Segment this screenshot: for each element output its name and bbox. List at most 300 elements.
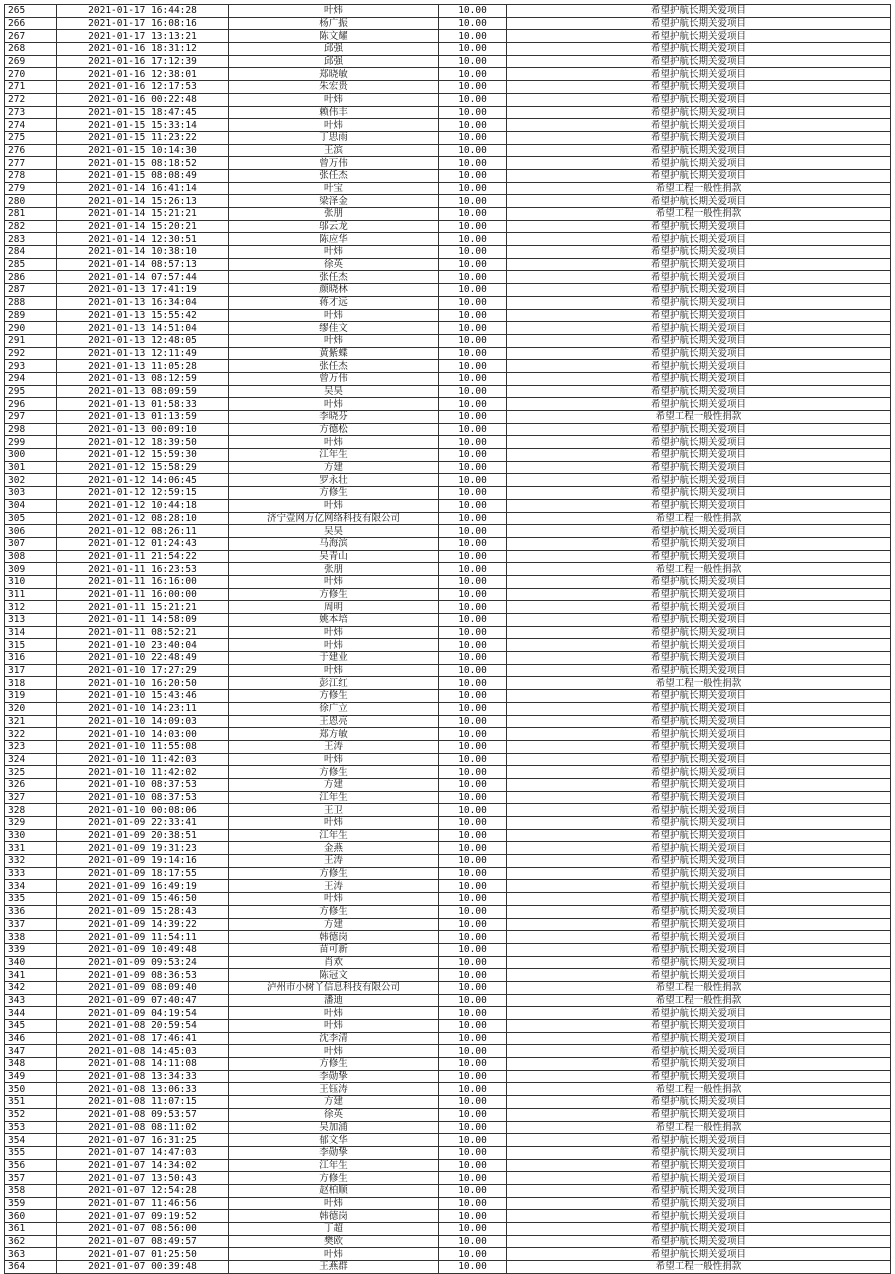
table-row [5,1134,891,1147]
donation-amount-cell: 10.00 [439,385,507,398]
row-number-cell: 285 [5,258,57,271]
project-name-cell: 希望护航长期关爱项目 [507,893,891,906]
donor-name-cell: 潘迪 [229,994,439,1007]
table-row [5,17,891,30]
table-row [5,702,891,715]
donation-time-cell: 2021-01-15 10:14:30 [57,144,229,157]
row-number-cell: 292 [5,347,57,360]
donation-amount-cell: 10.00 [439,563,507,576]
row-number-cell: 300 [5,449,57,462]
table-row [5,1223,891,1236]
project-name-cell: 希望护航长期关爱项目 [507,1146,891,1159]
donor-name-cell: 蒋才远 [229,296,439,309]
project-name-cell: 希望护航长期关爱项目 [507,1058,891,1071]
table-row [5,360,891,373]
row-number-cell: 357 [5,1172,57,1185]
donation-time-cell: 2021-01-09 22:33:41 [57,817,229,830]
table-row [5,119,891,132]
project-name-cell: 希望护航长期关爱项目 [507,829,891,842]
donation-time-cell: 2021-01-09 19:31:23 [57,842,229,855]
donor-name-cell: 缪佳文 [229,322,439,335]
donation-time-cell: 2021-01-11 08:52:21 [57,626,229,639]
table-row [5,981,891,994]
donor-name-cell: 丁超 [229,1223,439,1236]
donor-name-cell: 杨广振 [229,17,439,30]
donation-amount-cell: 10.00 [439,842,507,855]
donation-time-cell: 2021-01-12 18:39:50 [57,436,229,449]
donor-name-cell: 王涛 [229,740,439,753]
donation-amount-cell: 10.00 [439,1223,507,1236]
table-row [5,867,891,880]
table-row [5,512,891,525]
row-number-cell: 270 [5,68,57,81]
table-row [5,588,891,601]
table-row [5,1032,891,1045]
project-name-cell: 希望护航长期关爱项目 [507,1007,891,1020]
donation-time-cell: 2021-01-08 14:11:08 [57,1058,229,1071]
donor-name-cell: 叶炜 [229,1045,439,1058]
project-name-cell: 希望护航长期关爱项目 [507,905,891,918]
row-number-cell: 339 [5,943,57,956]
donation-time-cell: 2021-01-09 04:19:54 [57,1007,229,1020]
row-number-cell: 290 [5,322,57,335]
row-number-cell: 333 [5,867,57,880]
donation-amount-cell: 10.00 [439,829,507,842]
row-number-cell: 322 [5,728,57,741]
donation-amount-cell: 10.00 [439,626,507,639]
donation-time-cell: 2021-01-15 18:47:45 [57,106,229,119]
donation-time-cell: 2021-01-09 15:46:50 [57,893,229,906]
donor-name-cell: 吴昊 [229,385,439,398]
donation-time-cell: 2021-01-14 12:30:51 [57,233,229,246]
table-row [5,715,891,728]
table-row [5,626,891,639]
row-number-cell: 312 [5,601,57,614]
row-number-cell: 364 [5,1261,57,1274]
table-row [5,905,891,918]
donation-amount-cell: 10.00 [439,956,507,969]
project-name-cell: 希望护航长期关爱项目 [507,715,891,728]
table-row [5,652,891,665]
row-number-cell: 309 [5,563,57,576]
project-name-cell: 希望护航长期关爱项目 [507,1020,891,1033]
donation-time-cell: 2021-01-10 22:48:49 [57,652,229,665]
donor-name-cell: 王燕群 [229,1261,439,1274]
project-name-cell: 希望护航长期关爱项目 [507,423,891,436]
row-number-cell: 346 [5,1032,57,1045]
donation-time-cell: 2021-01-17 13:13:21 [57,30,229,43]
table-row [5,131,891,144]
project-name-cell: 希望护航长期关爱项目 [507,943,891,956]
donation-amount-cell: 10.00 [439,1210,507,1223]
donor-name-cell: 张任杰 [229,169,439,182]
table-row [5,855,891,868]
donor-name-cell: 方修生 [229,867,439,880]
project-name-cell: 希望护航长期关爱项目 [507,525,891,538]
donation-amount-cell: 10.00 [439,43,507,56]
project-name-cell: 希望工程一般性捐款 [507,1261,891,1274]
donation-amount-cell: 10.00 [439,931,507,944]
row-number-cell: 325 [5,766,57,779]
project-name-cell: 希望护航长期关爱项目 [507,1159,891,1172]
donor-name-cell: 方建 [229,918,439,931]
table-row [5,220,891,233]
donation-time-cell: 2021-01-10 14:09:03 [57,715,229,728]
donation-amount-cell: 10.00 [439,791,507,804]
project-name-cell: 希望工程一般性捐款 [507,677,891,690]
donor-name-cell: 方修生 [229,766,439,779]
donation-amount-cell: 10.00 [439,1083,507,1096]
project-name-cell: 希望护航长期关爱项目 [507,131,891,144]
donation-time-cell: 2021-01-09 10:49:48 [57,943,229,956]
project-name-cell: 希望护航长期关爱项目 [507,575,891,588]
donation-amount-cell: 10.00 [439,93,507,106]
project-name-cell: 希望护航长期关爱项目 [507,664,891,677]
donation-amount-cell: 10.00 [439,740,507,753]
donation-time-cell: 2021-01-13 17:41:19 [57,284,229,297]
project-name-cell: 希望护航长期关爱项目 [507,740,891,753]
donor-name-cell: 曾万伟 [229,372,439,385]
donation-table-body [5,5,891,1274]
row-number-cell: 271 [5,81,57,94]
donation-time-cell: 2021-01-07 12:54:28 [57,1184,229,1197]
table-row [5,169,891,182]
donation-time-cell: 2021-01-09 19:14:16 [57,855,229,868]
donor-name-cell: 叶炜 [229,119,439,132]
table-row [5,1058,891,1071]
table-row [5,347,891,360]
project-name-cell: 希望护航长期关爱项目 [507,1172,891,1185]
donation-time-cell: 2021-01-13 16:34:04 [57,296,229,309]
project-name-cell: 希望护航长期关爱项目 [507,791,891,804]
donor-name-cell: 徐英 [229,258,439,271]
donor-name-cell: 叶炜 [229,626,439,639]
row-number-cell: 326 [5,778,57,791]
donation-time-cell: 2021-01-14 15:20:21 [57,220,229,233]
row-number-cell: 311 [5,588,57,601]
donation-amount-cell: 10.00 [439,981,507,994]
row-number-cell: 337 [5,918,57,931]
donation-amount-cell: 10.00 [439,411,507,424]
table-row [5,1159,891,1172]
donation-amount-cell: 10.00 [439,1032,507,1045]
project-name-cell: 希望护航长期关爱项目 [507,93,891,106]
donor-name-cell: 叶炜 [229,499,439,512]
donation-time-cell: 2021-01-09 08:09:40 [57,981,229,994]
project-name-cell: 希望护航长期关爱项目 [507,119,891,132]
row-number-cell: 344 [5,1007,57,1020]
donation-time-cell: 2021-01-14 08:57:13 [57,258,229,271]
donation-time-cell: 2021-01-09 15:28:43 [57,905,229,918]
project-name-cell: 希望护航长期关爱项目 [507,157,891,170]
row-number-cell: 351 [5,1096,57,1109]
table-row [5,1248,891,1261]
row-number-cell: 294 [5,372,57,385]
table-row [5,449,891,462]
donor-name-cell: 颜晓林 [229,284,439,297]
donation-time-cell: 2021-01-10 08:37:53 [57,778,229,791]
donor-name-cell: 肖欢 [229,956,439,969]
table-row [5,728,891,741]
table-row [5,43,891,56]
table-row [5,1007,891,1020]
row-number-cell: 313 [5,614,57,627]
donation-amount-cell: 10.00 [439,702,507,715]
table-row [5,55,891,68]
row-number-cell: 363 [5,1248,57,1261]
donation-time-cell: 2021-01-12 10:44:18 [57,499,229,512]
donation-amount-cell: 10.00 [439,423,507,436]
donation-time-cell: 2021-01-13 12:48:05 [57,334,229,347]
table-row [5,1070,891,1083]
donor-name-cell: 江年生 [229,1159,439,1172]
donation-time-cell: 2021-01-15 08:08:49 [57,169,229,182]
donor-name-cell: 黄紫蝶 [229,347,439,360]
project-name-cell: 希望护航长期关爱项目 [507,1223,891,1236]
donation-amount-cell: 10.00 [439,652,507,665]
project-name-cell: 希望护航长期关爱项目 [507,855,891,868]
project-name-cell: 希望工程一般性捐款 [507,182,891,195]
donation-time-cell: 2021-01-08 13:06:33 [57,1083,229,1096]
row-number-cell: 286 [5,271,57,284]
table-row [5,233,891,246]
project-name-cell: 希望护航长期关爱项目 [507,17,891,30]
row-number-cell: 269 [5,55,57,68]
row-number-cell: 358 [5,1184,57,1197]
table-row [5,1121,891,1134]
row-number-cell: 295 [5,385,57,398]
donation-time-cell: 2021-01-12 08:26:11 [57,525,229,538]
donation-amount-cell: 10.00 [439,753,507,766]
donation-amount-cell: 10.00 [439,1134,507,1147]
table-row [5,322,891,335]
donation-amount-cell: 10.00 [439,449,507,462]
donor-name-cell: 方修生 [229,487,439,500]
table-row [5,385,891,398]
donation-amount-cell: 10.00 [439,893,507,906]
row-number-cell: 345 [5,1020,57,1033]
row-number-cell: 335 [5,893,57,906]
donation-time-cell: 2021-01-12 14:06:45 [57,474,229,487]
donation-time-cell: 2021-01-08 08:11:02 [57,1121,229,1134]
row-number-cell: 319 [5,690,57,703]
project-name-cell: 希望工程一般性捐款 [507,981,891,994]
donor-name-cell: 方修生 [229,588,439,601]
donation-time-cell: 2021-01-08 09:53:57 [57,1108,229,1121]
row-number-cell: 308 [5,550,57,563]
donation-amount-cell: 10.00 [439,601,507,614]
table-row [5,690,891,703]
donation-amount-cell: 10.00 [439,1045,507,1058]
table-row [5,372,891,385]
donation-time-cell: 2021-01-13 15:55:42 [57,309,229,322]
donation-amount-cell: 10.00 [439,575,507,588]
table-row [5,664,891,677]
donation-time-cell: 2021-01-13 00:09:10 [57,423,229,436]
donation-time-cell: 2021-01-16 12:17:53 [57,81,229,94]
table-row [5,778,891,791]
donation-time-cell: 2021-01-12 01:24:43 [57,537,229,550]
project-name-cell: 希望护航长期关爱项目 [507,347,891,360]
donation-time-cell: 2021-01-07 14:47:03 [57,1146,229,1159]
row-number-cell: 338 [5,931,57,944]
donation-amount-cell: 10.00 [439,474,507,487]
donation-amount-cell: 10.00 [439,817,507,830]
table-row [5,195,891,208]
donation-amount-cell: 10.00 [439,1146,507,1159]
project-name-cell: 希望护航长期关爱项目 [507,702,891,715]
project-name-cell: 希望工程一般性捐款 [507,512,891,525]
donor-name-cell: 吴青山 [229,550,439,563]
table-row [5,550,891,563]
project-name-cell: 希望护航长期关爱项目 [507,1134,891,1147]
row-number-cell: 342 [5,981,57,994]
donor-name-cell: 王滨 [229,144,439,157]
table-row [5,601,891,614]
donation-time-cell: 2021-01-16 00:22:48 [57,93,229,106]
project-name-cell: 希望护航长期关爱项目 [507,474,891,487]
donation-amount-cell: 10.00 [439,169,507,182]
project-name-cell: 希望护航长期关爱项目 [507,1248,891,1261]
donor-name-cell: 金燕 [229,842,439,855]
donation-amount-cell: 10.00 [439,1058,507,1071]
table-row [5,639,891,652]
donation-time-cell: 2021-01-10 11:42:02 [57,766,229,779]
donor-name-cell: 邱强 [229,55,439,68]
donation-time-cell: 2021-01-12 15:58:29 [57,461,229,474]
table-row [5,677,891,690]
table-row [5,398,891,411]
row-number-cell: 359 [5,1197,57,1210]
donation-amount-cell: 10.00 [439,271,507,284]
project-name-cell: 希望护航长期关爱项目 [507,804,891,817]
donor-name-cell: 叶炜 [229,893,439,906]
donation-amount-cell: 10.00 [439,436,507,449]
donor-name-cell: 叶炜 [229,5,439,18]
row-number-cell: 307 [5,537,57,550]
donation-amount-cell: 10.00 [439,1096,507,1109]
donor-name-cell: 彭江红 [229,677,439,690]
project-name-cell: 希望护航长期关爱项目 [507,385,891,398]
project-name-cell: 希望护航长期关爱项目 [507,499,891,512]
donor-name-cell: 方建 [229,1096,439,1109]
donation-time-cell: 2021-01-15 11:23:22 [57,131,229,144]
donor-name-cell: 叶炜 [229,753,439,766]
project-name-cell: 希望护航长期关爱项目 [507,690,891,703]
row-number-cell: 320 [5,702,57,715]
project-name-cell: 希望护航长期关爱项目 [507,106,891,119]
row-number-cell: 330 [5,829,57,842]
donation-amount-cell: 10.00 [439,144,507,157]
project-name-cell: 希望护航长期关爱项目 [507,614,891,627]
donor-name-cell: 叶炜 [229,93,439,106]
donation-time-cell: 2021-01-09 16:49:19 [57,880,229,893]
donor-name-cell: 方修生 [229,1172,439,1185]
donation-amount-cell: 10.00 [439,5,507,18]
project-name-cell: 希望护航长期关爱项目 [507,753,891,766]
donor-name-cell: 叶炜 [229,334,439,347]
donation-time-cell: 2021-01-10 08:37:53 [57,791,229,804]
row-number-cell: 283 [5,233,57,246]
row-number-cell: 291 [5,334,57,347]
donor-name-cell: 叶炜 [229,436,439,449]
project-name-cell: 希望护航长期关爱项目 [507,258,891,271]
donation-amount-cell: 10.00 [439,55,507,68]
row-number-cell: 317 [5,664,57,677]
project-name-cell: 希望护航长期关爱项目 [507,334,891,347]
donor-name-cell: 方德松 [229,423,439,436]
row-number-cell: 315 [5,639,57,652]
project-name-cell: 希望工程一般性捐款 [507,1121,891,1134]
project-name-cell: 希望护航长期关爱项目 [507,1210,891,1223]
row-number-cell: 280 [5,195,57,208]
donation-time-cell: 2021-01-09 09:53:24 [57,956,229,969]
donor-name-cell: 叶炜 [229,817,439,830]
donation-time-cell: 2021-01-12 08:28:10 [57,512,229,525]
project-name-cell: 希望护航长期关爱项目 [507,55,891,68]
project-name-cell: 希望护航长期关爱项目 [507,5,891,18]
row-number-cell: 275 [5,131,57,144]
donation-time-cell: 2021-01-15 08:18:52 [57,157,229,170]
donation-amount-cell: 10.00 [439,220,507,233]
donor-name-cell: 邬云龙 [229,220,439,233]
row-number-cell: 314 [5,626,57,639]
project-name-cell: 希望护航长期关爱项目 [507,68,891,81]
table-row [5,68,891,81]
project-name-cell: 希望护航长期关爱项目 [507,1184,891,1197]
table-row [5,1020,891,1033]
donor-name-cell: 徐英 [229,1108,439,1121]
donation-time-cell: 2021-01-07 13:50:43 [57,1172,229,1185]
donation-amount-cell: 10.00 [439,550,507,563]
donor-name-cell: 陈文耀 [229,30,439,43]
donation-time-cell: 2021-01-13 01:58:33 [57,398,229,411]
row-number-cell: 340 [5,956,57,969]
row-number-cell: 299 [5,436,57,449]
row-number-cell: 274 [5,119,57,132]
donor-name-cell: 吴昊 [229,525,439,538]
table-row [5,740,891,753]
table-row [5,893,891,906]
row-number-cell: 288 [5,296,57,309]
row-number-cell: 350 [5,1083,57,1096]
row-number-cell: 327 [5,791,57,804]
donation-amount-cell: 10.00 [439,1235,507,1248]
project-name-cell: 希望工程一般性捐款 [507,1083,891,1096]
donation-amount-cell: 10.00 [439,664,507,677]
table-row [5,563,891,576]
donor-name-cell: 张朋 [229,208,439,221]
table-row [5,1146,891,1159]
donation-time-cell: 2021-01-09 20:38:51 [57,829,229,842]
donation-amount-cell: 10.00 [439,728,507,741]
project-name-cell: 希望护航长期关爱项目 [507,1108,891,1121]
project-name-cell: 希望护航长期关爱项目 [507,931,891,944]
donor-name-cell: 方建 [229,778,439,791]
donation-time-cell: 2021-01-09 08:36:53 [57,969,229,982]
donation-time-cell: 2021-01-14 10:38:10 [57,246,229,259]
donor-name-cell: 沈李清 [229,1032,439,1045]
donor-name-cell: 徐广立 [229,702,439,715]
donor-name-cell: 叶炜 [229,309,439,322]
donation-time-cell: 2021-01-08 13:34:33 [57,1070,229,1083]
donation-amount-cell: 10.00 [439,233,507,246]
table-row [5,144,891,157]
donation-time-cell: 2021-01-13 11:05:28 [57,360,229,373]
donation-amount-cell: 10.00 [439,499,507,512]
project-name-cell: 希望护航长期关爱项目 [507,436,891,449]
table-row [5,1210,891,1223]
